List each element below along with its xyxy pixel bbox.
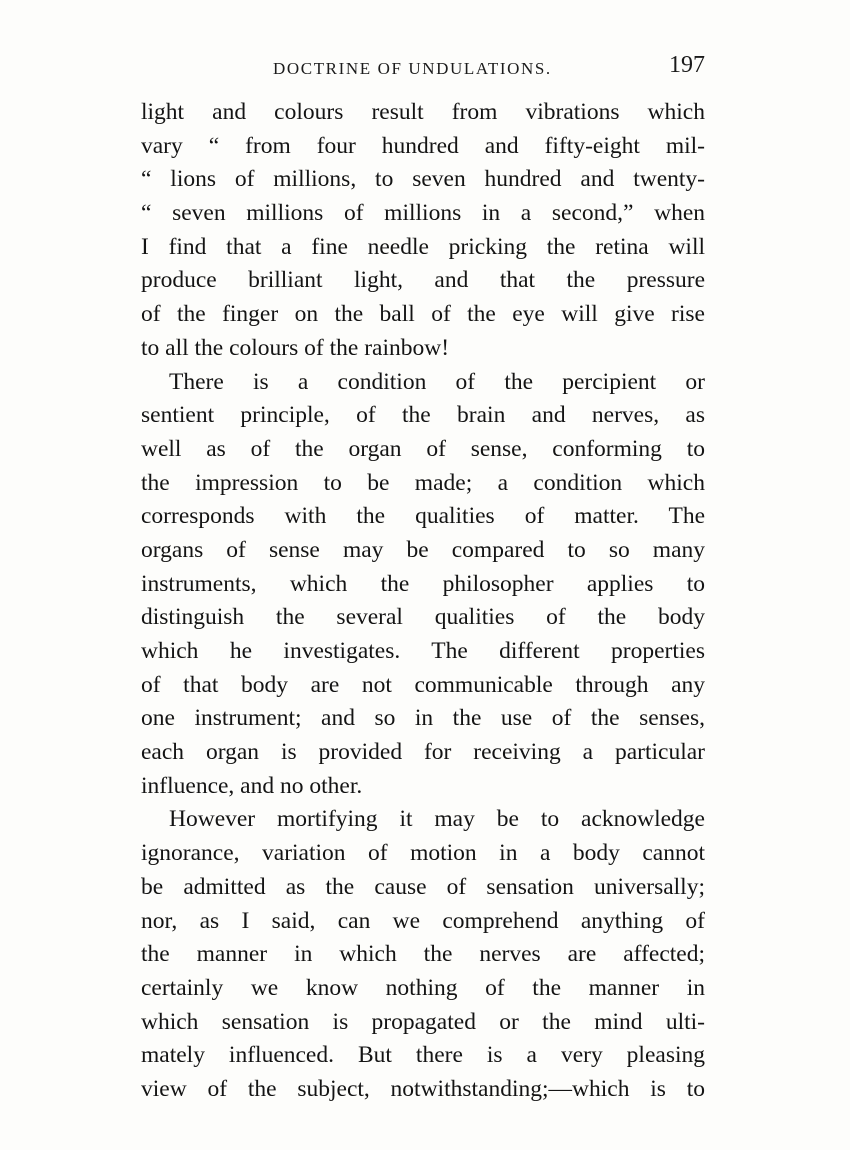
text-line: of the finger on the ball of the eye will give rise: [141, 301, 705, 328]
text-line: the impression to be made; a condition which: [141, 469, 705, 496]
text-line: “ seven millions of millions in a second,” when: [141, 200, 705, 227]
paragraph-start-line: However mortifying it may be to acknowledge: [169, 806, 705, 833]
paragraph-start-line: There is a condition of the percipient or: [169, 368, 705, 395]
paragraph-end-line: influence, and no other.: [141, 772, 363, 799]
running-head: DOCTRINE OF UNDULATIONS.: [273, 59, 552, 78]
text-line: certainly we know nothing of the manner in: [141, 974, 705, 1001]
text-line: view of the subject, notwithstanding;—which is to: [141, 1075, 705, 1102]
body-text: [141, 96, 705, 1107]
paragraph-end-line: to all the colours of the rainbow!: [141, 334, 450, 361]
text-line: which sensation is propagated or the mind ulti-: [141, 1008, 705, 1035]
text-line: one instrument; and so in the use of the senses,: [141, 705, 705, 732]
text-line: sentient principle, of the brain and nerves, as: [141, 402, 705, 429]
text-line: of that body are not communicable through any: [141, 671, 705, 698]
text-line: produce brilliant light, and that the pressure: [141, 267, 705, 294]
page-number: 197: [669, 52, 705, 78]
text-line: well as of the organ of sense, conforming to: [141, 435, 705, 462]
text-line: which he investigates. The different properties: [141, 638, 705, 664]
text-line: instruments, which the philosopher applies to: [141, 570, 705, 597]
text-line: “ lions of millions, to seven hundred and twenty-: [141, 166, 705, 193]
text-line: organs of sense may be compared to so many: [141, 536, 705, 563]
page-header: [143, 52, 705, 86]
text-line: corresponds with the qualities of matter. The: [141, 503, 705, 530]
text-line: the manner in which the nerves are affected;: [141, 941, 705, 968]
text-line: be admitted as the cause of sensation universally;: [141, 873, 705, 900]
text-line: distinguish the several qualities of the body: [141, 604, 705, 631]
text-line: light and colours result from vibrations which: [141, 99, 705, 125]
text-line: each organ is provided for receiving a particular: [141, 739, 705, 766]
text-line: mately influenced. But there is a very pleasing: [141, 1042, 705, 1069]
text-line: I find that a fine needle pricking the retina will: [141, 233, 705, 260]
text-line: vary “ from four hundred and fifty-eight mil-: [141, 132, 705, 159]
text-line: nor, as I said, can we comprehend anything of: [141, 907, 705, 934]
text-line: ignorance, variation of motion in a body cannot: [141, 840, 705, 867]
